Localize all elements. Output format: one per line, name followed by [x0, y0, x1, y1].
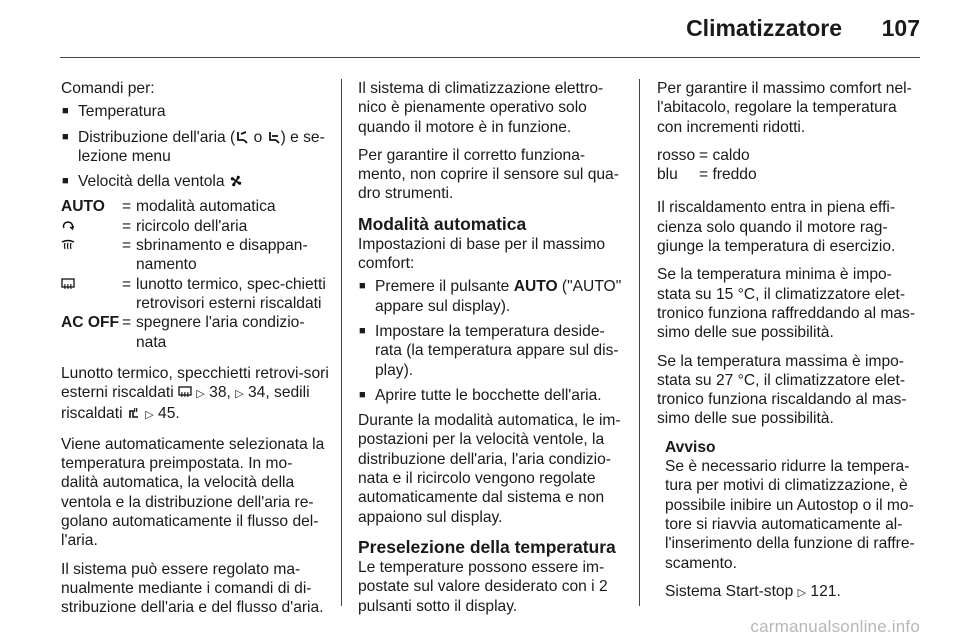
column-divider-1: [341, 79, 342, 606]
legend-row: = sbrinamento e disappan-namento: [61, 236, 329, 275]
paragraph: Il riscaldamento entra in piena effi-cienza solo quando il motore rag-giunge la temperatura di esercizio.: [657, 199, 896, 256]
paragraph: Viene automaticamente selezionata la temperatura preimpostata. In mo-dalità automatica, la velocità della ventola e la distribuzione dell'aria re-golano automaticamente il flusso del-l'aria.: [61, 435, 325, 550]
auto-key-label: AUTO: [513, 278, 558, 296]
seat-airflow-icon: [235, 130, 249, 144]
paragraph: Durante la modalità automatica, le im-postazioni per la velocità ventole, la distribuzione dell'aria, l'aria condizio-nata e il ricircolo vengono regolate automaticamente dal sistema e non appaiono sul display.: [358, 412, 621, 526]
intro-text: Comandi per:: [61, 80, 155, 97]
column-1: [61, 79, 329, 626]
bullet-item: ■ Distribuzione dell'aria ( o ) e se-lezione menu: [61, 128, 329, 167]
paragraph: Il sistema di climatizzazione elettro-nico è pienamente operativo solo quando il motore è in funzione.: [358, 80, 604, 136]
column-2: [358, 79, 624, 625]
page-reference-arrow-icon: ▷: [797, 586, 807, 599]
page-reference-arrow-icon: ▷: [196, 388, 205, 401]
header-divider: [60, 57, 920, 58]
legend-row: AUTO = modalità automatica: [61, 198, 276, 216]
rear-window-heat-icon: [61, 277, 75, 291]
bullet-item: ■ Premere il pulsante AUTO ("AUTO" appare sul display).: [358, 277, 624, 316]
recirculation-icon: [61, 219, 75, 233]
legend-row: rosso = caldo: [657, 146, 750, 164]
watermark: carmanualsonline.info: [750, 616, 920, 636]
note-box: [657, 438, 921, 603]
page-reference-arrow-icon: ▷: [235, 388, 244, 401]
legend-row: AC OFF = spegnere l'aria condizio-nata: [61, 314, 305, 351]
paragraph: Per garantire il massimo comfort nel-l'abitacolo, regolare la temperatura con incrementi ridotti.: [657, 80, 912, 136]
color-legend: [657, 146, 921, 185]
control-legend: [61, 197, 329, 351]
legend-row: = ricircolo dell'aria: [61, 217, 329, 236]
paragraph: Impostazioni di base per il massimo comfort:: [358, 235, 606, 273]
note-reference: Sistema Start-stop ▷ 121.: [665, 582, 841, 600]
bullet-item: ■ Impostare la temperatura deside-rata (la temperatura appare sul dis-play).: [358, 322, 624, 380]
page-number: 107: [881, 15, 920, 41]
paragraph: Se la temperatura massima è impo-stata su 27 °C, il climatizzatore elet-tronico funziona riscaldando al mas-simo delle sue possibilità.: [657, 352, 907, 428]
page-title: Climatizzatore: [686, 15, 842, 41]
column-divider-2: [639, 79, 640, 606]
page-reference-link[interactable]: 38: [209, 384, 227, 402]
page-reference-link[interactable]: 121: [810, 582, 837, 600]
paragraph: Le temperature possono essere im-postate sul valore desiderato con i 2 pulsanti sotto il display.: [358, 558, 608, 615]
section-heading: Preselezione della temperatura: [358, 536, 616, 557]
note-text: Se è necessario ridurre la tempera-tura per motivi di climatizzazione, è possibile inibire un Autostop o il mo-tore si riavvia automaticamente al-l'inserimento della funzione di raffre-scamento.: [665, 458, 915, 572]
column-3: [657, 79, 921, 612]
heated-seat-icon: [127, 406, 141, 420]
paragraph: Il sistema può essere regolato ma-nualmente mediante i comandi di di-stribuzione dell'aria e del flusso d'aria.: [61, 560, 324, 617]
legend-row: blu = freddo: [657, 166, 757, 184]
page-reference-link[interactable]: 45: [158, 405, 176, 423]
legend-row: = lunotto termico, spec-chietti retrovisori esterni riscaldati: [61, 275, 329, 314]
bullet-item: ■ Aprire tutte le bocchette dell'aria.: [358, 386, 624, 405]
rear-window-heat-icon: [178, 385, 192, 399]
windscreen-defrost-icon: [61, 238, 75, 252]
seat-airflow-icon: [267, 130, 281, 144]
note-title: Avviso: [665, 438, 716, 456]
bullet-item: ■ Velocità della ventola: [61, 172, 329, 191]
paragraph: Se la temperatura minima è impo-stata su 15 °C, il climatizzatore elet-tronico funziona raffreddando al mas-simo delle sue possibilità.: [657, 266, 916, 342]
fan-icon: [229, 174, 243, 188]
bullet-item: ■ Temperatura: [61, 102, 329, 121]
paragraph: Lunotto termico, specchietti retrovi-sori esterni riscaldati ▷ 38, ▷ 34, sedili riscaldati ▷ 45.: [61, 364, 329, 423]
page-reference-arrow-icon: ▷: [145, 409, 154, 422]
section-heading: Modalità automatica: [358, 213, 527, 234]
page-reference-link[interactable]: 34: [248, 384, 266, 402]
paragraph: Per garantire il corretto funziona-mento, non coprire il sensore sul qua-dro strumenti.: [358, 146, 619, 203]
